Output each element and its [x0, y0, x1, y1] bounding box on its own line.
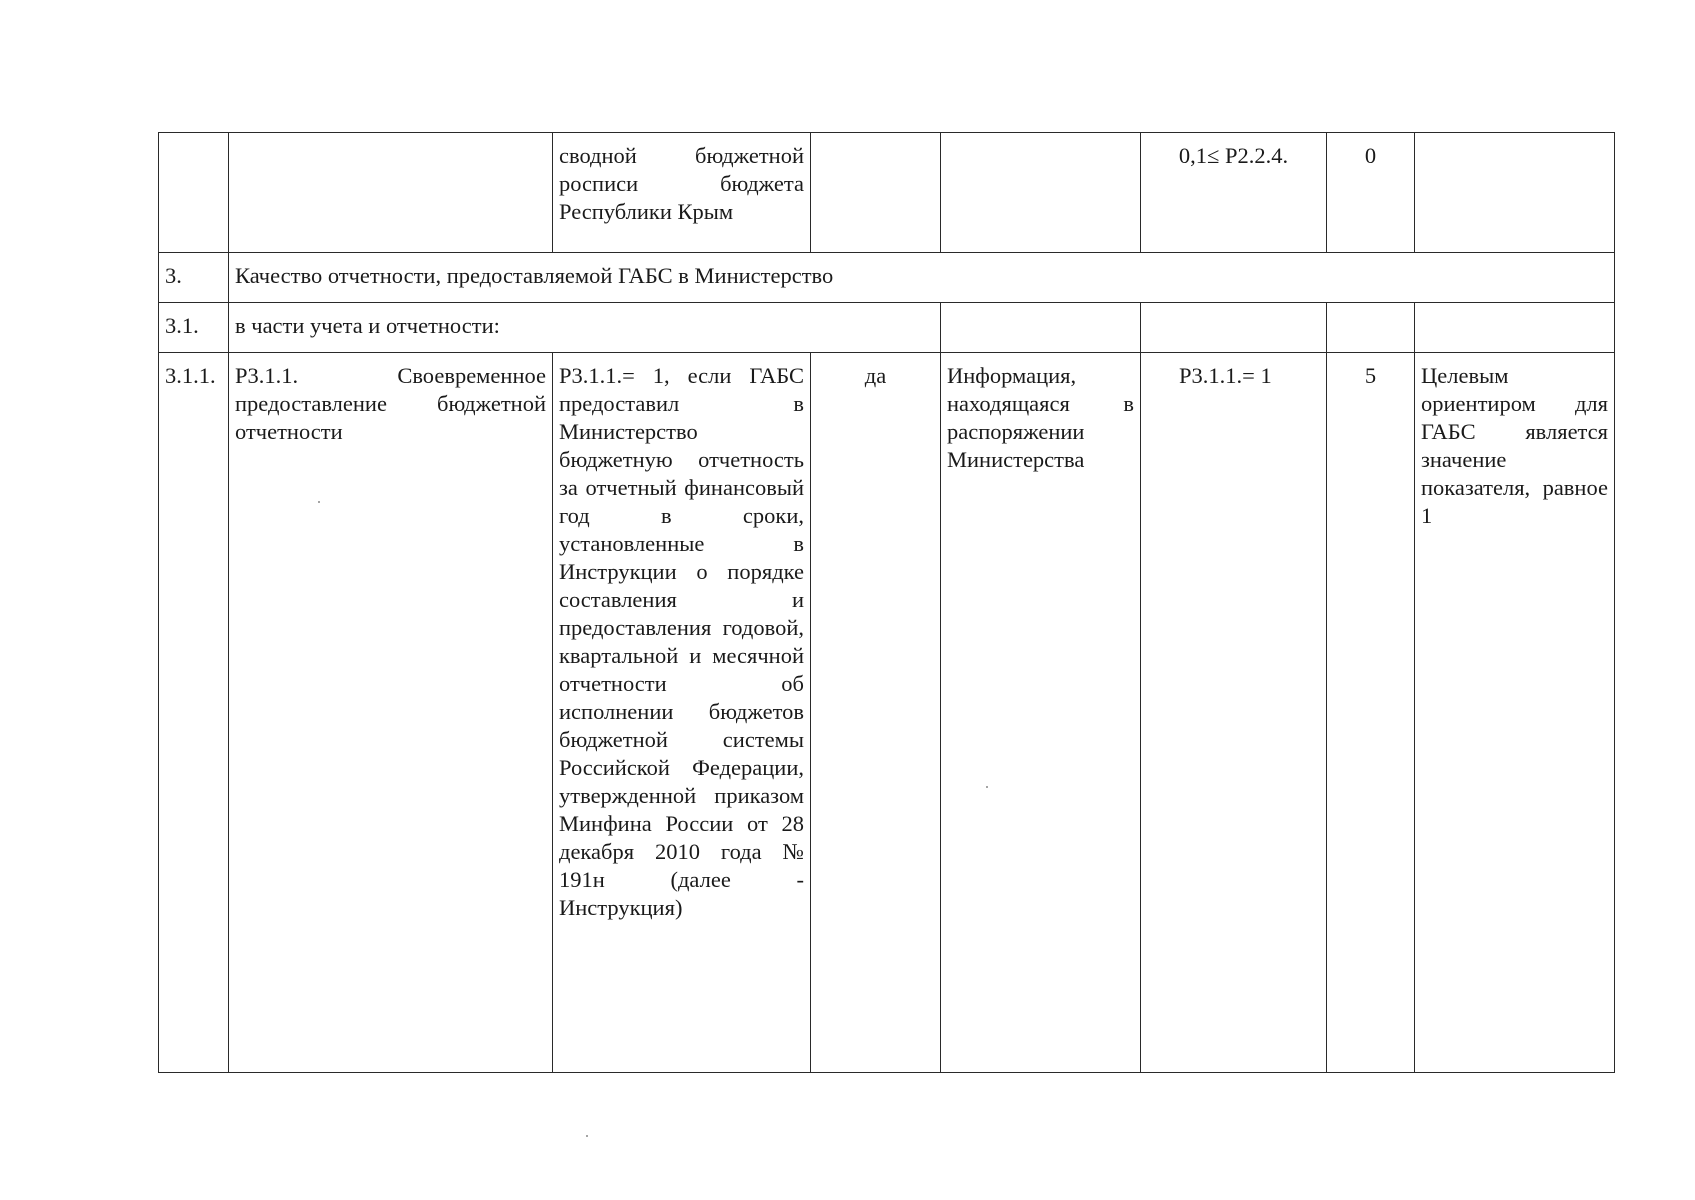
table-row	[159, 353, 1615, 1073]
source-cell	[941, 133, 1141, 253]
unit-cell	[811, 133, 941, 253]
comment-cell	[1415, 303, 1615, 353]
scan-speck	[986, 786, 988, 788]
section-title-cell: Качество отчетности, предоставляемой ГАБС в Министерство	[229, 253, 1615, 303]
source-cell	[941, 303, 1141, 353]
table-row	[159, 133, 1615, 253]
source-cell: Информация, находящаяся в распоряжении Министерства	[941, 353, 1141, 1073]
formula-cell: сводной бюджетной росписи бюджета Республики Крым	[553, 133, 811, 253]
indicator-name-cell	[229, 133, 553, 253]
subsection-title-cell: в части учета и отчетности:	[229, 303, 941, 353]
formula-cell: Р3.1.1.= 1, если ГАБС предоставил в Министерство бюджетную отчетность за отчетный финансовый год в сроки, установленные в Инструкции о порядке составления и предоставления годовой, квартальной и месячной отчетности об исполнении бюджетов бюджетной системы Российской Федерации, утвержденной приказом Минфина России от 28 декабря 2010 года № 191н (далее - Инструкция)	[553, 353, 811, 1073]
row-number-cell: 3.	[159, 253, 229, 303]
condition-cell: Р3.1.1.= 1	[1141, 353, 1327, 1073]
indicator-name-cell: Р3.1.1. Своевременное предоставление бюджетной отчетности	[229, 353, 553, 1073]
row-number-cell: 3.1.1.	[159, 353, 229, 1073]
condition-cell	[1141, 303, 1327, 353]
scan-speck	[586, 1135, 588, 1137]
comment-cell	[1415, 133, 1615, 253]
row-number-cell: 3.1.	[159, 303, 229, 353]
scan-speck	[318, 501, 320, 503]
condition-cell: 0,1≤ Р2.2.4.	[1141, 133, 1327, 253]
comment-cell: Целевым ориентиром для ГАБС является значение показателя, равное 1	[1415, 353, 1615, 1073]
table-row	[159, 253, 1615, 303]
indicator-table	[158, 132, 1615, 1073]
table-row	[159, 303, 1615, 353]
unit-cell: да	[811, 353, 941, 1073]
score-cell: 0	[1327, 133, 1415, 253]
score-cell	[1327, 303, 1415, 353]
row-number-cell	[159, 133, 229, 253]
score-cell: 5	[1327, 353, 1415, 1073]
